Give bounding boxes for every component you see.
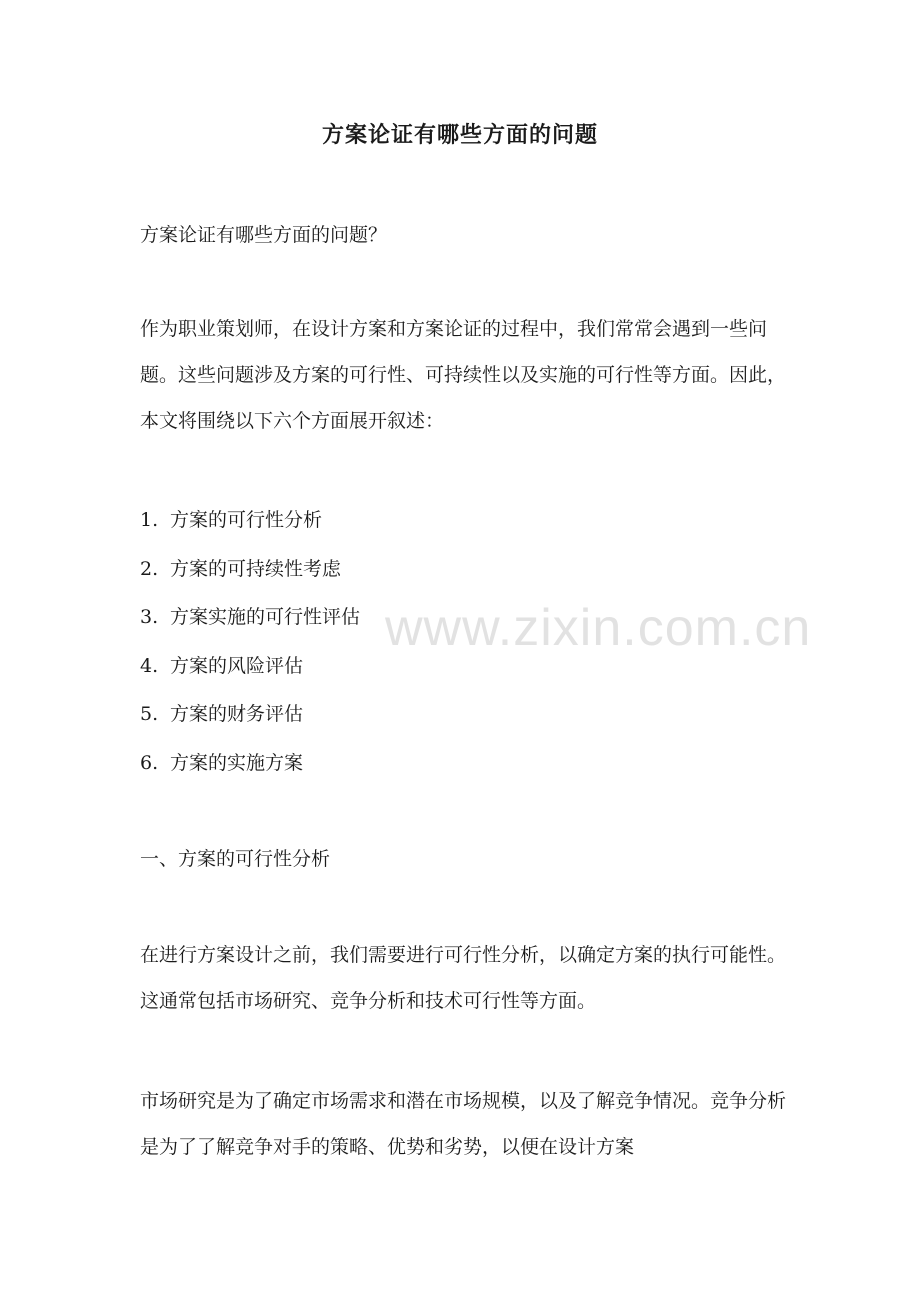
- list-item: 2. 方案的可持续性考虑: [140, 557, 342, 580]
- subtitle-question: 方案论证有哪些方面的问题？: [140, 224, 388, 246]
- watermark: www.zixin.com.cn: [385, 599, 812, 657]
- list-item: 6. 方案的实施方案: [140, 751, 304, 774]
- section-1-paragraph-1-block: [140, 932, 800, 1024]
- list-item: 3. 方案实施的可行性评估: [140, 606, 361, 628]
- section-heading: 一、方案的可行性分析: [140, 848, 331, 870]
- section-paragraph: 市场研究是为了确定市场需求和潜在市场规模，以及了解竞争情况。竞争分析是为了了解竞争对手的策略、优势和劣势，以便在设计方案: [140, 1090, 787, 1158]
- section-1-heading-block: [140, 836, 800, 882]
- list-item: 1. 方案的可行性分析: [140, 509, 323, 531]
- section-paragraph: 在进行方案设计之前，我们需要进行可行性分析，以确定方案的执行可能性。这通常包括市场研究、竞争分析和技术可行性等方面。: [140, 944, 787, 1012]
- section-1-paragraph-2-block: [140, 1078, 800, 1170]
- list-item: 4. 方案的风险评估: [140, 654, 304, 677]
- list-item: 5. 方案的财务评估: [140, 703, 304, 725]
- document-title: 方案论证有哪些方面的问题: [321, 122, 598, 148]
- intro-block: [140, 306, 800, 444]
- aspects-list: [140, 496, 800, 787]
- aspects-list-block: [140, 496, 800, 787]
- subtitle-block: [140, 212, 800, 258]
- intro-paragraph: 作为职业策划师，在设计方案和方案论证的过程中，我们常常会遇到一些问题。这些问题涉及方案的可行性、可持续性以及实施的可行性等方面。因此，本文将围绕以下六个方面展开叙述：: [140, 318, 787, 432]
